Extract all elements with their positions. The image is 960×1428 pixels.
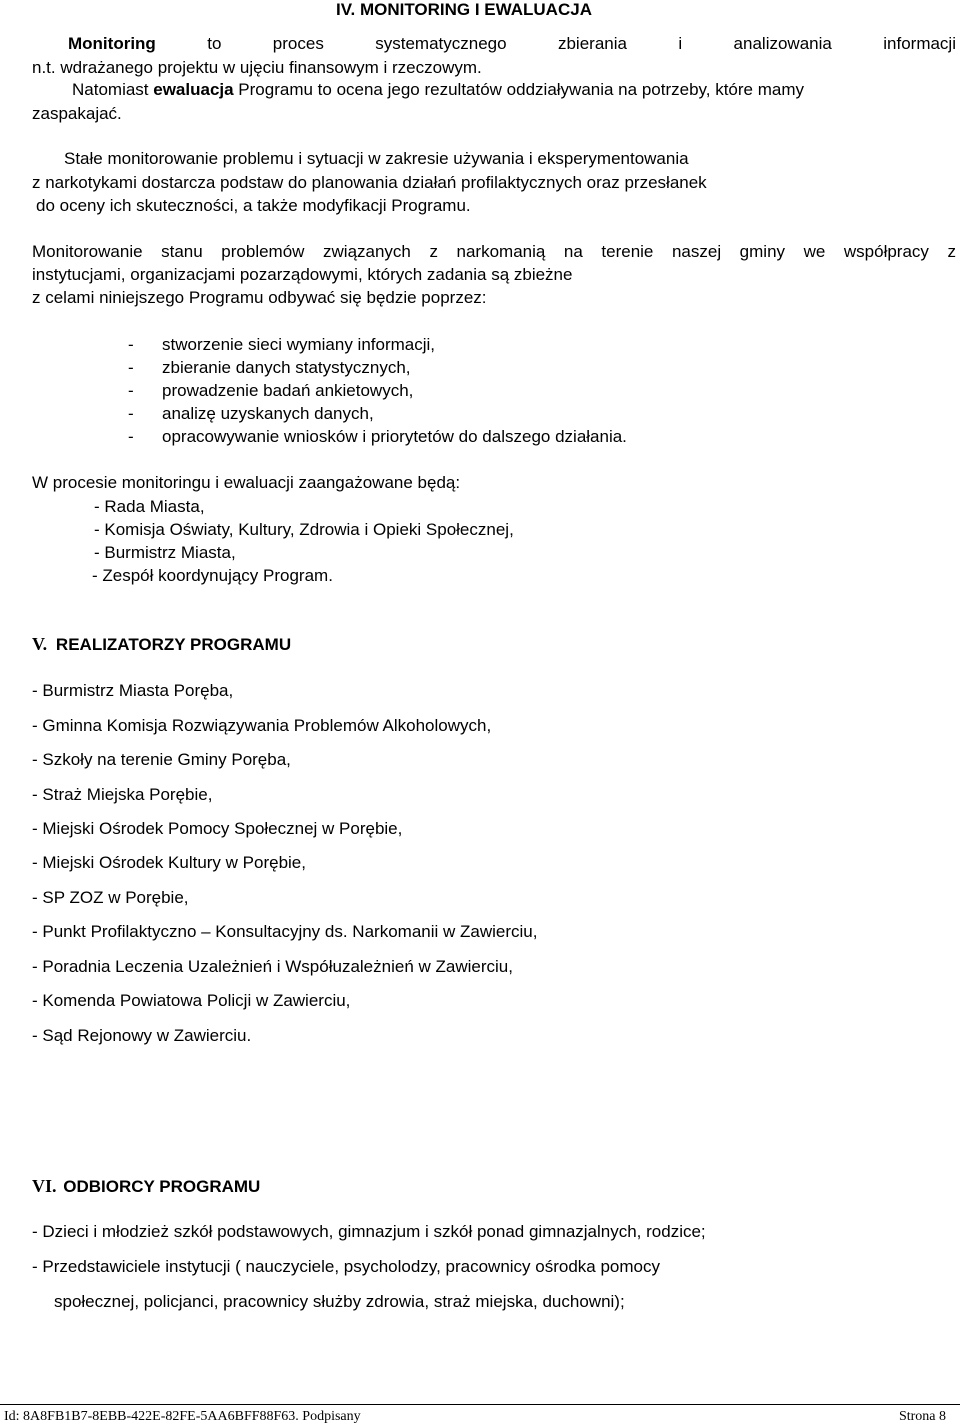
section-vi-heading [32, 1176, 260, 1197]
list-item [128, 404, 374, 424]
section-iv-title: IV. MONITORING I EWALUACJA [336, 0, 592, 19]
list-item-text: zbieranie danych statystycznych, [162, 358, 411, 377]
list-item: - Gminna Komisja Rozwiązywania Problemów Alkoholowych, [32, 716, 492, 735]
list-item: - Punkt Profilaktyczno – Konsultacyjny ds. Narkomanii w Zawierciu, [32, 922, 538, 941]
section-v-number: V. [32, 634, 48, 654]
monitoring-method-line1: Monitorowanie stanu problemów związanych z narkomanią na terenie naszej gminy we współpracy z [32, 242, 956, 261]
list-dash: - [128, 427, 134, 446]
list-item [128, 335, 436, 355]
list-item: - Burmistrz Miasta Poręba, [32, 681, 234, 700]
monitoring-rationale-line2: z narkotykami dostarcza podstaw do planowania działań profilaktycznych oraz przesłanek [32, 173, 707, 192]
list-dash: - [128, 335, 134, 354]
list-item-text: prowadzenie badań ankietowych, [162, 381, 414, 400]
involved-parties-intro: W procesie monitoringu i ewaluacji zaangażowane będą: [32, 473, 461, 492]
list-item: - Rada Miasta, [94, 497, 205, 516]
section-v-title: REALIZATORZY PROGRAMU [55, 635, 292, 654]
list-item: - Burmistrz Miasta, [94, 543, 236, 562]
evaluation-definition: Programu to ocena jego rezultatów oddziaływania na potrzeby, które mamy [233, 80, 804, 99]
list-item: - Komenda Powiatowa Policji w Zawierciu, [32, 991, 351, 1010]
list-item-text: analizę uzyskanych danych, [162, 404, 374, 423]
recipients-item-2-line1: - Przedstawiciele instytucji ( nauczyciele, psycholodzy, pracownicy ośrodka pomocy [32, 1257, 660, 1276]
monitoring-method-line3: z celami niniejszego Programu odbywać się będzie poprzez: [32, 288, 487, 307]
list-dash: - [128, 358, 134, 377]
footer-divider [0, 1404, 960, 1405]
list-item: - Miejski Ośrodek Pomocy Społecznej w Porębie, [32, 819, 403, 838]
list-dash: - [128, 381, 134, 400]
section-vi-number: VI. [32, 1176, 57, 1196]
list-item [128, 427, 627, 447]
list-item: - Zespół koordynujący Program. [92, 566, 333, 585]
page-number: Strona 8 [898, 1409, 946, 1424]
monitoring-rationale-line3: do oceny ich skuteczności, a także modyfikacji Programu. [36, 196, 471, 215]
monitoring-paragraph-line2: n.t. wdrażanego projektu w ujęciu finansowym i rzeczowym. [32, 58, 482, 77]
list-item: - Poradnia Leczenia Uzależnień i Współuzależnień w Zawierciu, [32, 957, 513, 976]
list-item-text: stworzenie sieci wymiany informacji, [162, 335, 436, 354]
recipients-item-2-line2: społecznej, policjanci, pracownicy służby zdrowia, straż miejska, duchowni); [54, 1292, 625, 1311]
list-item: - SP ZOZ w Porębie, [32, 888, 189, 907]
document-id: Id: 8A8FB1B7-8EBB-422E-82FE-5AA6BFF88F63. Podpisany [4, 1409, 361, 1424]
monitoring-rationale-line1: Stałe monitorowanie problemu i sytuacji w zakresie używania i eksperymentowania [64, 149, 689, 168]
evaluation-paragraph-line1 [72, 80, 804, 100]
recipients-item-1: - Dzieci i młodzież szkół podstawowych, gimnazjum i szkół ponad gimnazjalnych, rodzice; [32, 1222, 706, 1241]
monitoring-term: Monitoring [68, 34, 156, 53]
list-item [128, 358, 411, 378]
list-item-text: opracowywanie wniosków i priorytetów do dalszego działania. [162, 427, 627, 446]
list-item: - Sąd Rejonowy w Zawierciu. [32, 1026, 252, 1045]
section-vi-title: ODBIORCY PROGRAMU [63, 1177, 261, 1196]
evaluation-prefix: Natomiast [72, 80, 154, 99]
list-item: - Miejski Ośrodek Kultury w Porębie, [32, 853, 306, 872]
list-item: - Straż Miejska Porębie, [32, 785, 213, 804]
evaluation-paragraph-line2: zaspakajać. [32, 104, 122, 123]
section-v-heading [32, 634, 291, 655]
list-item: - Szkoły na terenie Gminy Poręba, [32, 750, 291, 769]
monitoring-definition: to proces systematycznego zbierania i analizowania informacji [207, 34, 956, 53]
evaluation-term: ewaluacja [153, 80, 234, 99]
monitoring-paragraph-line1 [68, 34, 956, 54]
monitoring-method-line2: instytucjami, organizacjami pozarządowymi, których zadania są zbieżne [32, 265, 573, 284]
list-item: - Komisja Oświaty, Kultury, Zdrowia i Opieki Społecznej, [94, 520, 514, 539]
list-dash: - [128, 404, 134, 423]
list-item [128, 381, 414, 401]
